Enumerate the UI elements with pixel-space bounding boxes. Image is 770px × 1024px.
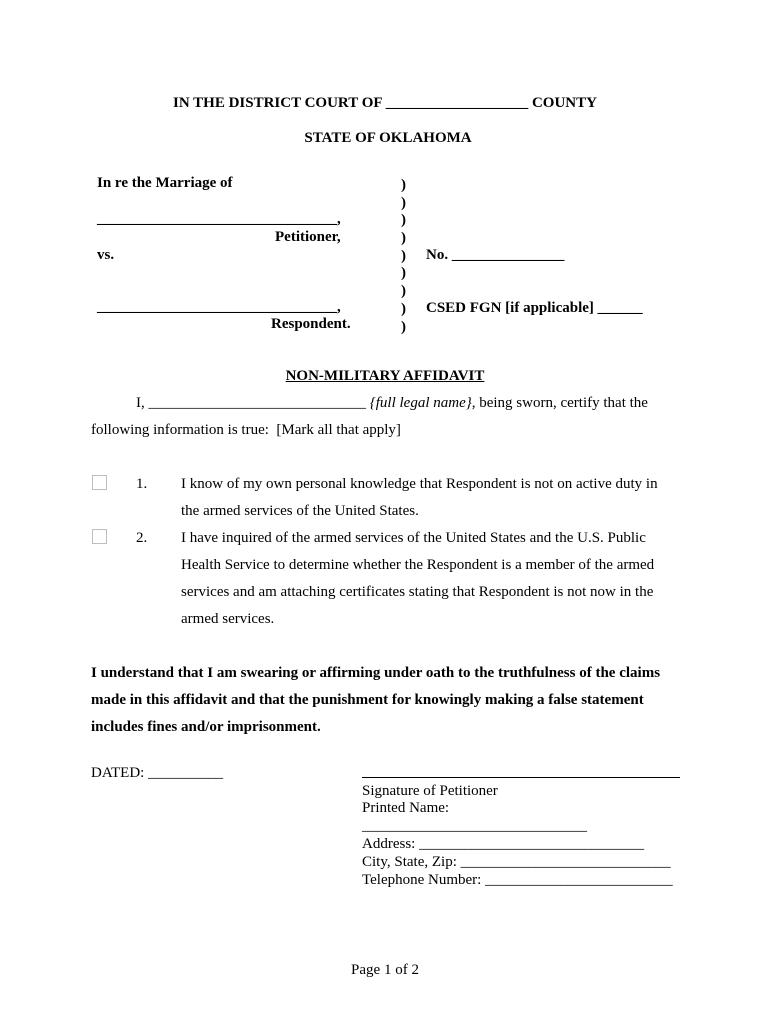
item-2-checkbox[interactable] (92, 529, 107, 544)
caption-paren: ) (401, 248, 406, 264)
petitioner-label: Petitioner, (275, 229, 341, 245)
intro-line-1 (136, 394, 648, 412)
in-re-label: In re the Marriage of (97, 175, 233, 191)
item-1-number: 1. (136, 476, 148, 492)
respondent-label: Respondent. (271, 316, 351, 332)
signature-line (362, 777, 680, 778)
csed-fgn: CSED FGN [if applicable] ______ (426, 300, 643, 316)
caption-paren: ) (401, 283, 406, 299)
item-2-line: armed services. (181, 611, 275, 627)
oath-line: includes fines and/or imprisonment. (91, 719, 321, 735)
state-heading: STATE OF OKLAHOMA (304, 130, 472, 146)
affidavit-title: NON-MILITARY AFFIDAVIT (285, 368, 485, 384)
full-name-hint: {full legal name} (369, 395, 472, 411)
item-2-line: Health Service to determine whether the Respondent is a member of the armed (181, 557, 655, 573)
item-1-checkbox[interactable] (92, 475, 107, 490)
court-heading: IN THE DISTRICT COURT OF ___________________ COUNTY (173, 95, 597, 111)
address-field: Address: ______________________________ (362, 836, 645, 852)
dated-field: DATED: __________ (91, 765, 224, 781)
telephone-field: Telephone Number: _________________________ (362, 872, 673, 888)
oath-line: I understand that I am swearing or affirming under oath to the truthfulness of the claims (91, 665, 661, 681)
full-name-blank: I, _____________________________ (136, 395, 366, 411)
respondent-blank: ________________________________, (97, 299, 341, 315)
page-number: Page 1 of 2 (351, 962, 419, 978)
caption-paren: ) (401, 177, 406, 193)
vs-label: vs. (97, 247, 115, 263)
caption-paren: ) (401, 319, 406, 335)
item-1-line: I know of my own personal knowledge that Respondent is not on active duty in (181, 476, 658, 492)
sworn-text: , being sworn, certify that the (471, 395, 648, 411)
item-2-number: 2. (136, 530, 148, 546)
city-state-zip-field: City, State, Zip: ____________________________ (362, 854, 671, 870)
case-number: No. _______________ (426, 247, 565, 263)
printed-name-label: Printed Name: (362, 800, 450, 816)
caption-paren: ) (401, 195, 406, 211)
item-2-line: I have inquired of the armed services of the United States and the U.S. Public (181, 530, 646, 546)
intro-line-2: following information is true: [Mark all that apply] (91, 422, 401, 438)
signature-label: Signature of Petitioner (362, 783, 498, 799)
petitioner-blank: ________________________________, (97, 211, 341, 227)
caption-paren: ) (401, 301, 406, 317)
caption-paren: ) (401, 212, 406, 228)
oath-line: made in this affidavit and that the punishment for knowingly making a false statement (91, 692, 644, 708)
item-1-line: the armed services of the United States. (181, 503, 419, 519)
caption-paren: ) (401, 265, 406, 281)
item-2-line: services and am attaching certificates stating that Respondent is not now in the (181, 584, 654, 600)
caption-paren: ) (401, 230, 406, 246)
printed-name-blank: ______________________________ (362, 818, 587, 834)
